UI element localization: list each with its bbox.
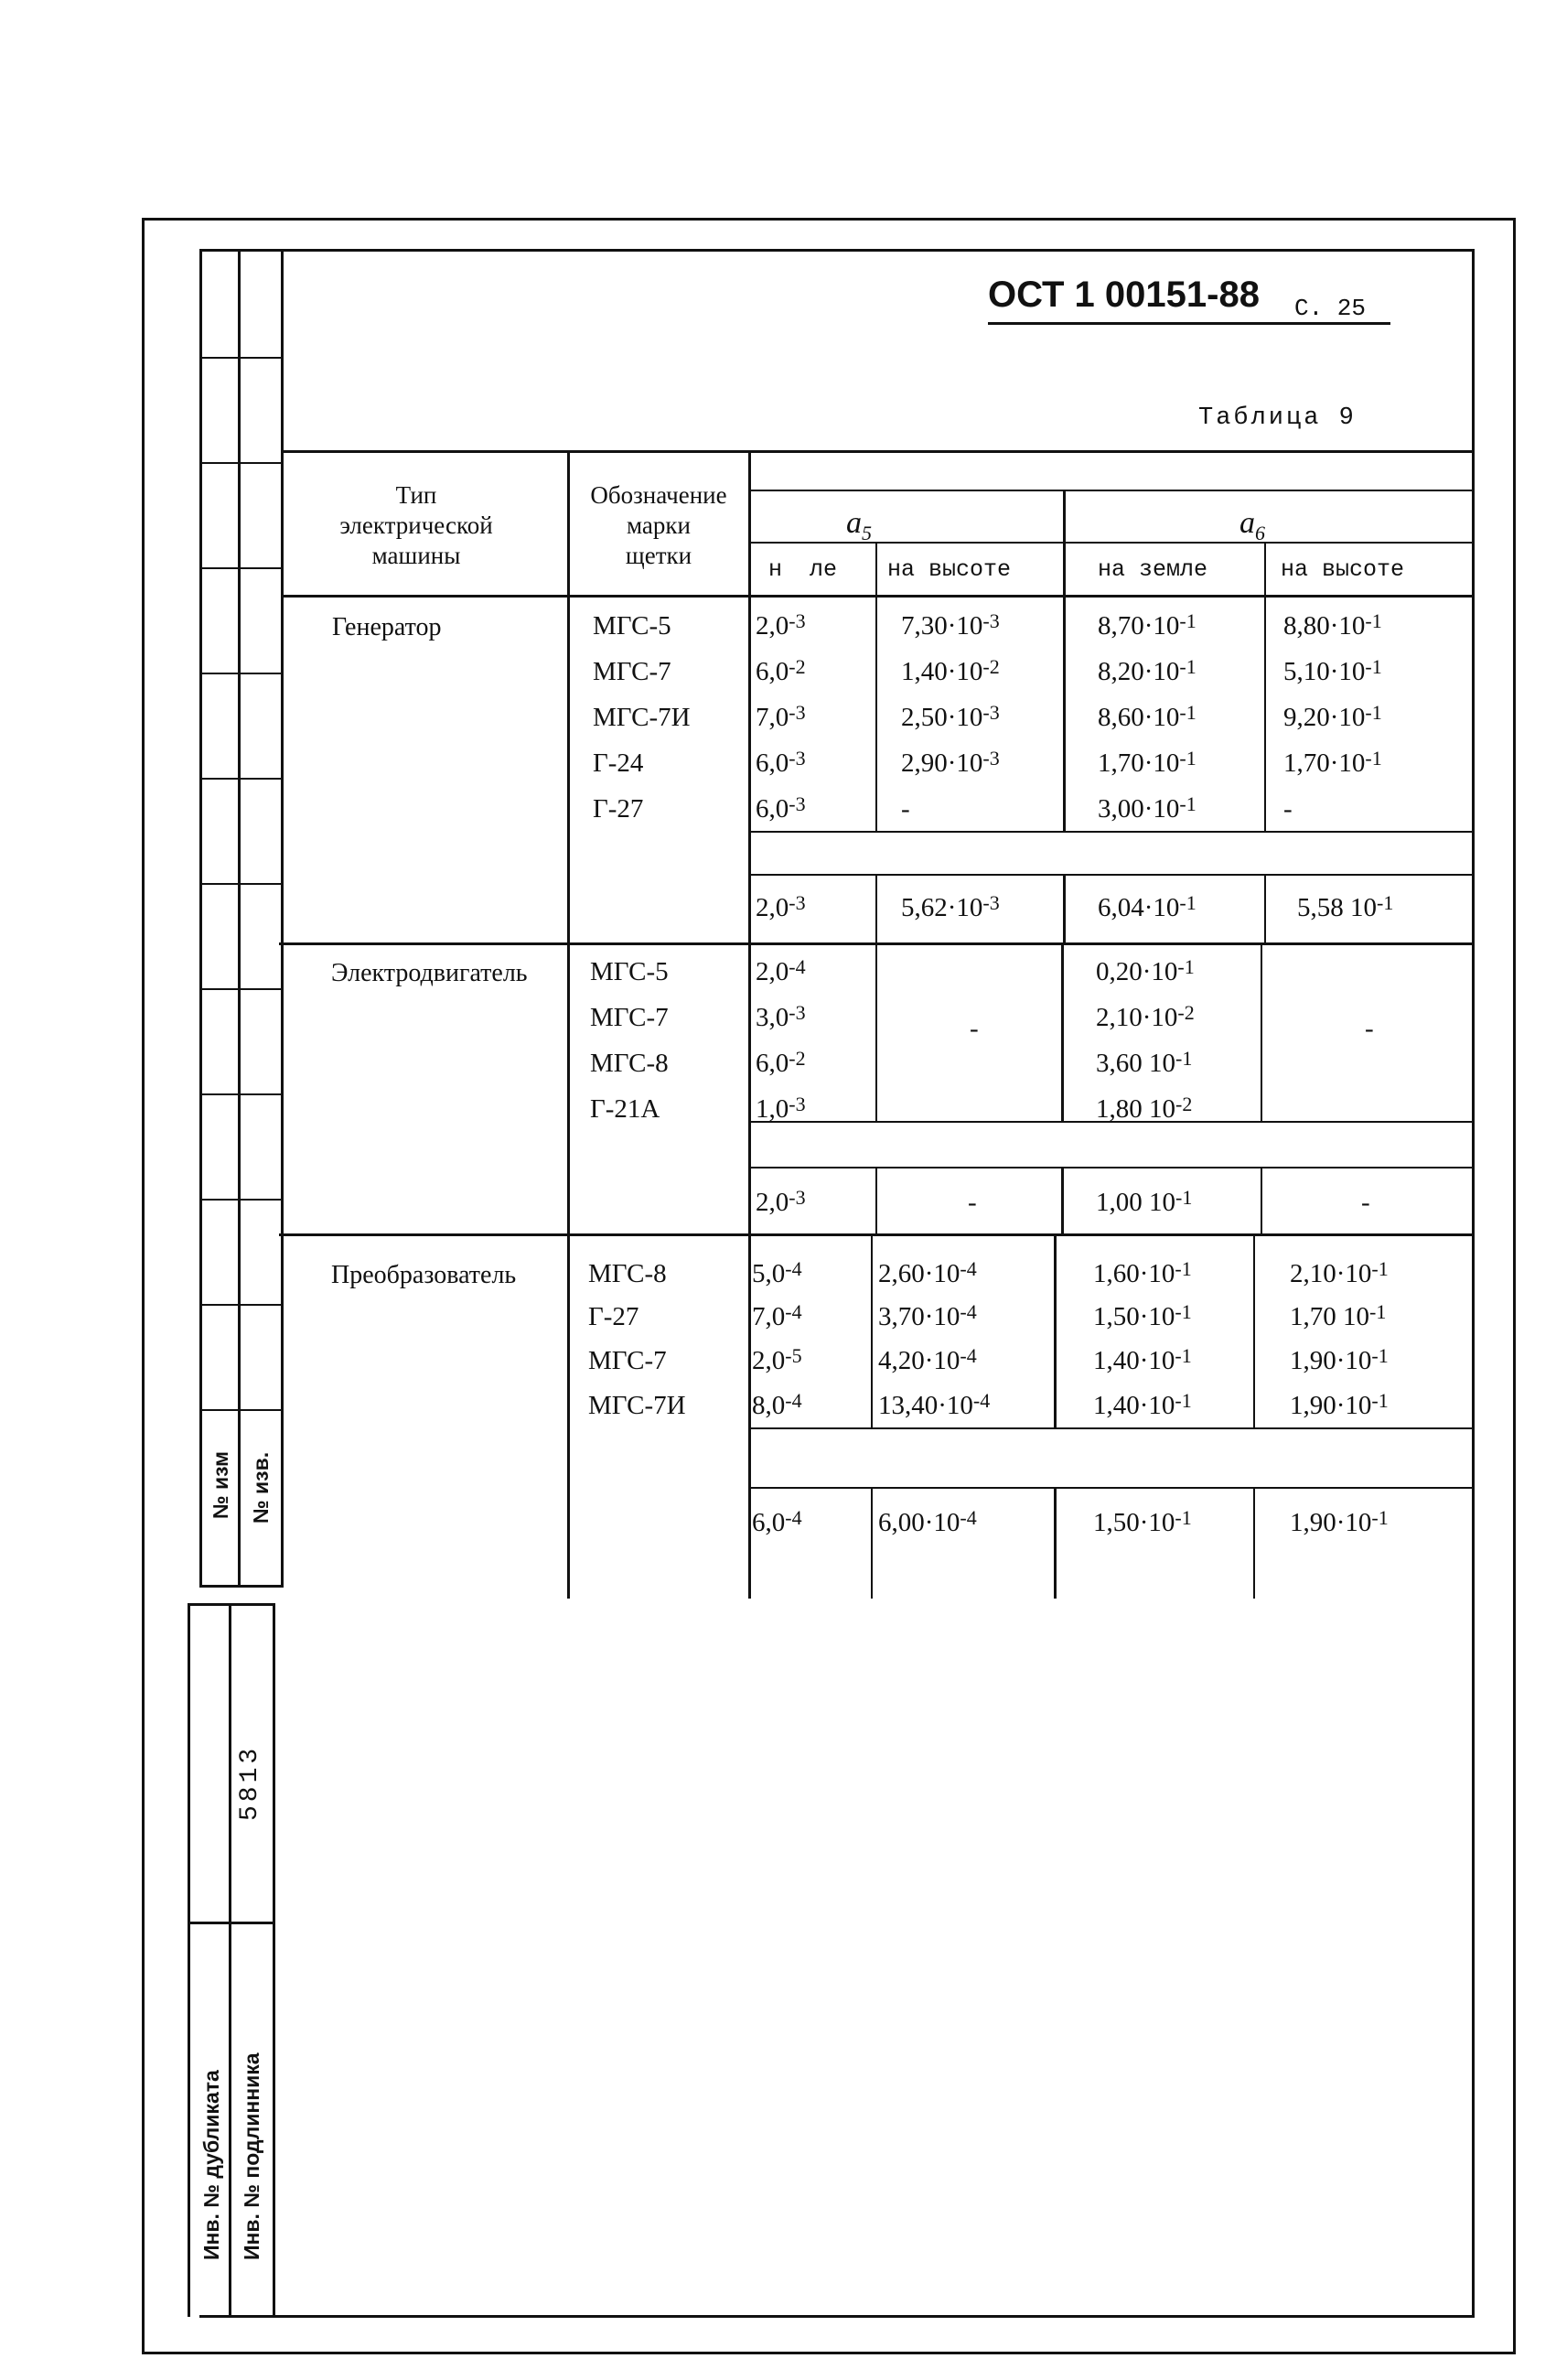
a5-altitude-value: 1,40·10	[901, 657, 983, 686]
a6-ground	[1098, 655, 1197, 686]
a6-ground-exponent: -2	[1177, 1001, 1195, 1024]
a5-altitude-dash	[970, 1016, 979, 1042]
a5-altitude	[878, 1257, 977, 1288]
a6-altitude-value: 8,80·10	[1283, 611, 1366, 641]
column-a6-ground: на земле	[1098, 556, 1208, 583]
a6-altitude-value: 1,70 10	[1290, 1302, 1369, 1331]
a6-ground-value: 2,10·10	[1096, 1003, 1178, 1032]
a6-altitude-value: -	[1283, 794, 1293, 824]
brush-mark	[588, 1393, 686, 1419]
a6-ground-value: 8,70·10	[1098, 611, 1180, 641]
a6-altitude-value: 5,10·10	[1283, 657, 1366, 686]
a6-altitude	[1290, 1389, 1389, 1420]
summary-a6-altitude-value: -	[1361, 1188, 1370, 1217]
a5-ground-exponent: -3	[789, 1093, 806, 1115]
a5-ground-exponent: -2	[789, 1047, 806, 1070]
a5-ground-value: 1,0	[756, 1094, 789, 1124]
a5-ground-value: 7,0	[756, 703, 789, 732]
a6-ground	[1093, 1300, 1192, 1331]
brush-mark	[590, 1005, 669, 1031]
a5-ground	[756, 792, 806, 824]
a6-ground	[1098, 609, 1197, 641]
summary-a5-altitude-exponent: -3	[982, 891, 1000, 914]
group-type-generator: Генератор	[332, 613, 442, 641]
a5-ground-exponent: -4	[789, 955, 806, 978]
summary-a5-ground-exponent: -3	[789, 1186, 806, 1209]
a5-ground-value: 6,0	[756, 657, 789, 686]
a5-ground-exponent: -3	[789, 1001, 806, 1024]
a5-altitude-exponent: -3	[982, 747, 1000, 770]
standard-code: ОСТ 1 00151-88	[988, 275, 1260, 315]
brush-mark	[593, 705, 691, 731]
a5-ground-exponent: -3	[789, 792, 806, 815]
brush-mark-value: МГС-7	[590, 1003, 669, 1032]
a6-ground-exponent: -1	[1175, 1344, 1192, 1367]
a6-altitude-value: 1,90·10	[1290, 1346, 1372, 1375]
column-a5-ground: н ле	[768, 556, 838, 583]
a6-altitude	[1283, 796, 1293, 823]
a6-ground-exponent: -2	[1175, 1093, 1193, 1115]
a6-ground	[1096, 1001, 1195, 1032]
a6-ground-value: 1,60·10	[1093, 1259, 1175, 1288]
a6-ground-value: 8,20·10	[1098, 657, 1180, 686]
a5-altitude-exponent: -3	[982, 609, 1000, 632]
a5-altitude	[901, 701, 1000, 732]
a5-ground-value: 6,0	[756, 794, 789, 824]
summary-a6-altitude	[1290, 1506, 1389, 1537]
a5-ground-exponent: -5	[785, 1344, 802, 1367]
a5-ground	[756, 655, 806, 686]
a6-altitude	[1290, 1257, 1389, 1288]
brush-mark-value: МГС-7	[588, 1346, 667, 1375]
brush-mark-value: МГС-5	[590, 957, 669, 986]
a6-ground	[1098, 792, 1197, 824]
a6-altitude	[1283, 701, 1382, 732]
a6-ground-exponent: -1	[1175, 1257, 1192, 1280]
brush-mark-value: МГС-7И	[593, 703, 691, 732]
summary-a6-ground-exponent: -1	[1179, 891, 1197, 914]
a5-altitude-exponent: -4	[960, 1344, 977, 1367]
brush-mark-value: МГС-5	[593, 611, 671, 641]
a5-ground-value: 6,0	[756, 748, 789, 778]
a5-altitude	[901, 609, 1000, 641]
a6-altitude-exponent: -1	[1371, 1389, 1389, 1412]
a5-altitude-exponent: -3	[982, 701, 1000, 724]
original-inventory-label: Инв. № подлинника	[240, 2052, 263, 2260]
notice-number-label: № изв.	[249, 1451, 273, 1524]
summary-a5-ground-exponent: -4	[785, 1506, 802, 1529]
summary-a6-ground-value: 1,50·10	[1093, 1508, 1175, 1537]
a6-altitude	[1283, 655, 1382, 686]
summary-a6-ground-value: 6,04·10	[1098, 893, 1180, 922]
brush-mark	[588, 1348, 667, 1374]
a5-altitude-value: 2,90·10	[901, 748, 983, 778]
a6-ground-exponent: -1	[1177, 955, 1195, 978]
brush-mark	[593, 659, 671, 685]
a6-altitude-exponent: -1	[1365, 701, 1382, 724]
summary-a6-altitude	[1297, 891, 1394, 922]
a6-ground	[1096, 955, 1195, 986]
summary-a5-ground-exponent: -3	[789, 891, 806, 914]
brush-mark-value: Г-27	[588, 1302, 639, 1331]
a5-ground	[752, 1257, 802, 1288]
a5-ground	[756, 701, 806, 732]
a6-altitude-value: 2,10·10	[1290, 1259, 1372, 1288]
a6-ground-exponent: -1	[1179, 655, 1197, 678]
summary-a6-altitude-value: 1,90·10	[1290, 1508, 1372, 1537]
column-a5-altitude: на высоте	[887, 556, 1012, 583]
summary-a6-altitude-value: 5,58 10	[1297, 893, 1377, 922]
summary-a5-altitude-value: 6,00·10	[878, 1508, 960, 1537]
a6-altitude-exponent: -1	[1365, 655, 1382, 678]
column-a6: $a_6$	[1239, 506, 1265, 544]
a5-altitude-value: 4,20·10	[878, 1346, 960, 1375]
a5-altitude	[901, 655, 1000, 686]
a6-ground	[1093, 1257, 1192, 1288]
a6-altitude	[1290, 1344, 1389, 1375]
brush-mark	[588, 1261, 667, 1287]
a6-ground-exponent: -1	[1175, 1047, 1193, 1070]
change-number-label: № изм	[209, 1450, 232, 1519]
a6-ground-exponent: -1	[1179, 747, 1197, 770]
a5-ground-exponent: -4	[785, 1300, 802, 1323]
a5-altitude-value: 7,30·10	[901, 611, 983, 641]
a6-altitude-dash-value: -	[1365, 1014, 1374, 1043]
a6-ground	[1098, 747, 1197, 778]
a5-ground	[752, 1300, 802, 1331]
a5-altitude	[901, 796, 910, 823]
inventory-number: 5813	[236, 1744, 264, 1821]
a6-altitude-value: 9,20·10	[1283, 703, 1366, 732]
summary-a6-ground-exponent: -1	[1175, 1506, 1192, 1529]
brush-mark-value: МГС-7	[593, 657, 671, 686]
a5-ground-value: 2,0	[756, 611, 789, 641]
a6-ground-exponent: -1	[1179, 609, 1197, 632]
a6-ground-value: 3,60 10	[1096, 1049, 1175, 1078]
a5-altitude-value: 13,40·10	[878, 1391, 973, 1420]
a5-ground	[756, 609, 806, 641]
a5-ground	[756, 1001, 806, 1032]
a6-altitude-exponent: -1	[1371, 1257, 1389, 1280]
column-machine-type: Тип электрической машины	[339, 481, 493, 569]
summary-a5-ground-value: 2,0	[756, 1188, 789, 1217]
brush-mark	[590, 1050, 669, 1077]
a5-ground-exponent: -4	[785, 1257, 802, 1280]
a6-ground-value: 1,40·10	[1093, 1391, 1175, 1420]
summary-a6-altitude	[1361, 1190, 1370, 1216]
a5-altitude	[878, 1389, 991, 1420]
a6-ground	[1093, 1344, 1192, 1375]
brush-mark-value: Г-27	[593, 794, 644, 824]
a5-altitude-value: 2,60·10	[878, 1259, 960, 1288]
summary-a5-ground	[752, 1506, 802, 1537]
brush-mark-value: Г-24	[593, 748, 644, 778]
group-type-converter: Преобразователь	[331, 1261, 517, 1289]
summary-a6-altitude-exponent: -1	[1377, 891, 1394, 914]
summary-a6-altitude-exponent: -1	[1371, 1506, 1389, 1529]
column-a6-altitude: на высоте	[1281, 556, 1405, 583]
a6-ground-value: 3,00·10	[1098, 794, 1180, 824]
brush-mark-value: Г-21А	[590, 1094, 660, 1124]
summary-a5-altitude-value: -	[968, 1188, 977, 1217]
brush-mark	[593, 796, 643, 823]
a5-altitude-value: 2,50·10	[901, 703, 983, 732]
brush-mark	[593, 750, 643, 777]
a6-ground-exponent: -1	[1179, 792, 1197, 815]
a5-altitude-exponent: -4	[972, 1389, 991, 1412]
a6-ground	[1096, 1047, 1193, 1078]
a5-altitude-exponent: -4	[960, 1300, 977, 1323]
a6-ground-exponent: -1	[1179, 701, 1197, 724]
a6-ground-exponent: -1	[1175, 1300, 1192, 1323]
summary-a5-altitude	[968, 1190, 977, 1216]
a5-altitude-value: -	[901, 794, 910, 824]
table-title: Таблица 9	[1198, 404, 1357, 432]
summary-a5-ground-value: 2,0	[756, 893, 789, 922]
summary-a5-altitude-exponent: -4	[960, 1506, 977, 1529]
a6-altitude-exponent: -1	[1365, 609, 1382, 632]
a5-altitude-value: 3,70·10	[878, 1302, 960, 1331]
a6-ground-value: 1,70·10	[1098, 748, 1180, 778]
a6-ground	[1096, 1093, 1193, 1124]
a5-altitude-dash-value: -	[970, 1014, 979, 1043]
brush-mark	[590, 959, 669, 985]
summary-a5-ground	[756, 891, 806, 922]
summary-a6-ground-exponent: -1	[1175, 1186, 1193, 1209]
a5-ground	[752, 1389, 802, 1420]
a6-ground-value: 8,60·10	[1098, 703, 1180, 732]
summary-a6-ground	[1098, 891, 1197, 922]
summary-a5-altitude	[901, 891, 1000, 922]
a5-ground-exponent: -3	[789, 747, 806, 770]
a6-ground-value: 1,40·10	[1093, 1346, 1175, 1375]
a6-altitude-value: 1,70·10	[1283, 748, 1366, 778]
a5-ground	[752, 1344, 802, 1375]
column-a5: $a_5$	[846, 506, 872, 544]
brush-mark-value: МГС-7И	[588, 1391, 686, 1420]
brush-mark	[593, 613, 671, 640]
a5-ground-exponent: -4	[785, 1389, 802, 1412]
a5-ground-value: 5,0	[752, 1259, 786, 1288]
column-brush-mark: Обозначение марки щетки	[590, 481, 727, 569]
a6-altitude-exponent: -1	[1371, 1344, 1389, 1367]
a5-ground-value: 2,0	[752, 1346, 786, 1375]
a6-ground-exponent: -1	[1175, 1389, 1192, 1412]
a5-ground-value: 6,0	[756, 1049, 789, 1078]
a6-altitude-value: 1,90·10	[1290, 1391, 1372, 1420]
a6-altitude-dash	[1365, 1016, 1374, 1042]
a5-altitude	[878, 1344, 977, 1375]
brush-mark	[590, 1096, 660, 1123]
a5-ground	[756, 1047, 806, 1078]
brush-mark-value: МГС-8	[588, 1259, 667, 1288]
a6-altitude	[1283, 747, 1382, 778]
summary-a5-ground-value: 6,0	[752, 1508, 786, 1537]
a6-ground-value: 1,50·10	[1093, 1302, 1175, 1331]
a5-altitude-exponent: -4	[960, 1257, 977, 1280]
a6-ground	[1093, 1389, 1192, 1420]
a5-ground-value: 2,0	[756, 957, 789, 986]
a6-ground-value: 0,20·10	[1096, 957, 1178, 986]
a5-ground-value: 8,0	[752, 1391, 786, 1420]
summary-a5-ground	[756, 1186, 806, 1217]
a5-ground-value: 7,0	[752, 1302, 786, 1331]
a5-ground-exponent: -2	[789, 655, 806, 678]
summary-a6-ground-value: 1,00 10	[1096, 1188, 1175, 1217]
summary-a5-altitude-value: 5,62·10	[901, 893, 983, 922]
summary-a6-ground	[1096, 1186, 1193, 1217]
summary-a6-ground	[1093, 1506, 1192, 1537]
a5-ground	[756, 955, 806, 986]
a6-altitude	[1290, 1300, 1387, 1331]
a5-ground-exponent: -3	[789, 609, 806, 632]
a5-altitude-exponent: -2	[982, 655, 1000, 678]
group-type-electric-motor: Электродвигатель	[331, 959, 528, 987]
a5-ground-value: 3,0	[756, 1003, 789, 1032]
a5-ground	[756, 1093, 806, 1124]
summary-a5-altitude	[878, 1506, 977, 1537]
a6-altitude	[1283, 609, 1382, 641]
a5-ground	[756, 747, 806, 778]
a5-altitude	[878, 1300, 977, 1331]
a5-altitude	[901, 747, 1000, 778]
duplicate-inventory-label: Инв. № дубликата	[199, 2070, 223, 2260]
page-number: С. 25	[1294, 295, 1367, 322]
brush-mark-value: МГС-8	[590, 1049, 669, 1078]
a5-ground-exponent: -3	[789, 701, 806, 724]
a6-ground-value: 1,80 10	[1096, 1094, 1175, 1124]
a6-ground	[1098, 701, 1197, 732]
a6-altitude-exponent: -1	[1369, 1300, 1387, 1323]
brush-mark	[588, 1304, 638, 1330]
a6-altitude-exponent: -1	[1365, 747, 1382, 770]
